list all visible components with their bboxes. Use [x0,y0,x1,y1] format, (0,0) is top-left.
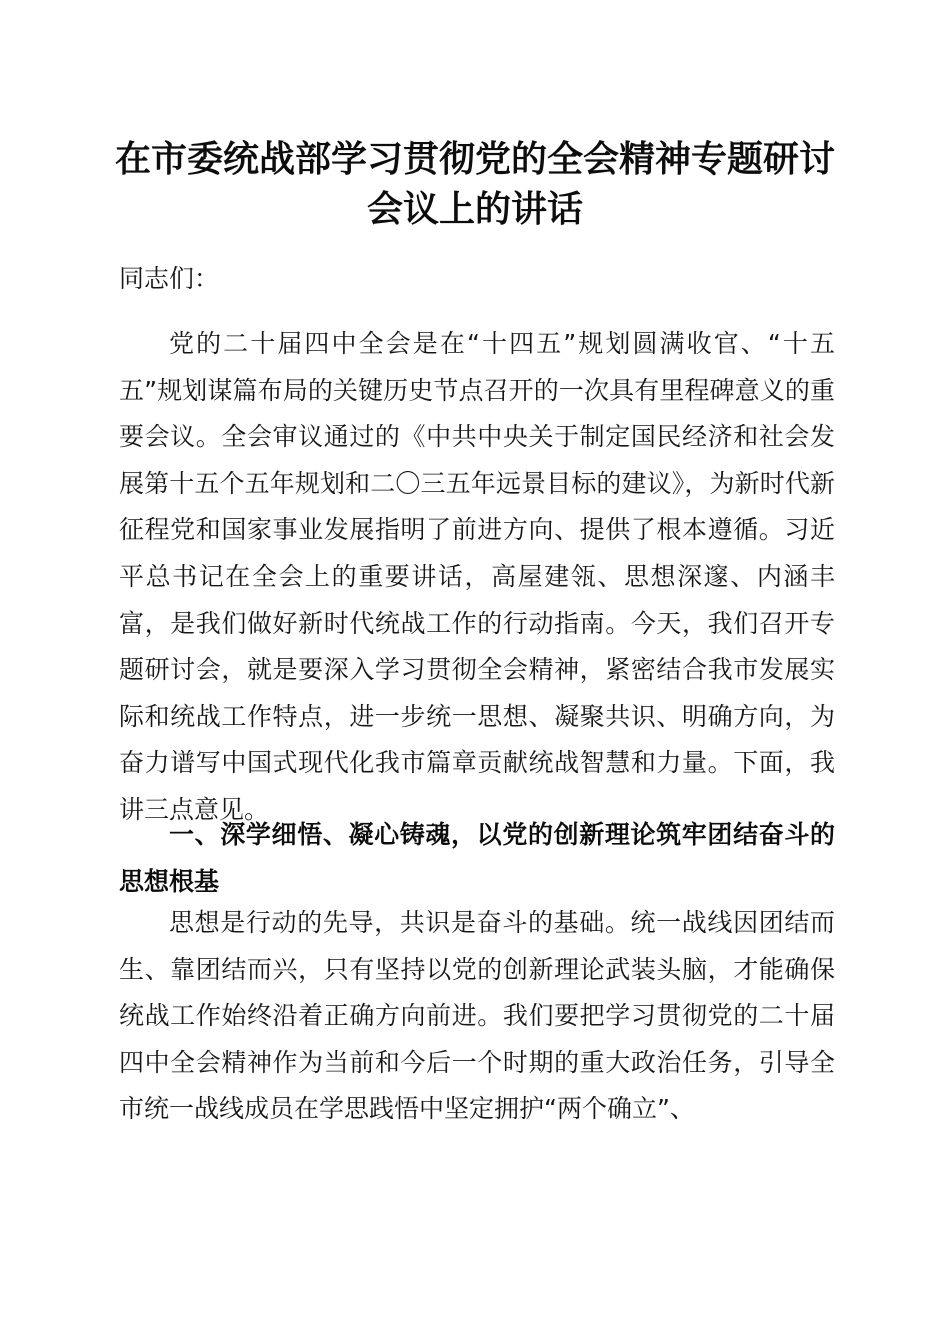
paragraph-intro: 党的二十届四中全会是在“十四五”规划圆满收官、“十五五”规划谋篇布局的关键历史节点召开的一次具有里程碑意义的重要会议。全会审议通过的《中共中央关于制定国民经济和社会发展第十五个五年规划和二〇三五年远景目标的建议》，为新时代新征程党和国家事业发展指明了前进方向、提供了根本遵循。习近平总书记在全会上的重要讲话，高屋建瓴、思想深邃、内涵丰富，是我们做好新时代统战工作的行动指南。今天，我们召开专题研讨会，就是要深入学习贯彻全会精神，紧密结合我市发展实际和统战工作特点，进一步统一思想、凝聚共识、明确方向，为奋力谱写中国式现代化我市篇章贡献统战智慧和力量。下面，我讲三点意见。 [119,329,835,824]
document-title-line-1: 在市委统战部学习贯彻党的全会精神专题研讨 [114,138,835,180]
document-title-line-2: 会议上的讲话 [366,188,583,230]
salutation: 同志们： [119,264,220,293]
paragraph-section-1: 思想是行动的先导，共识是奋斗的基础。统一战线因团结而生、靠团结而兴，只有坚持以党的创新理论武装头脑，才能确保统战工作始终沿着正确方向前进。我们要把学习贯彻党的二十届四中全会精神作为当前和今后一个时期的重大政治任务，引导全市统一战线成员在学思践悟中坚定拥护“两个确立”、 [119,908,835,1124]
section-heading-1: 一、深学细悟、凝心铸魂，以党的创新理论筑牢团结奋斗的思想根基 [119,820,835,896]
